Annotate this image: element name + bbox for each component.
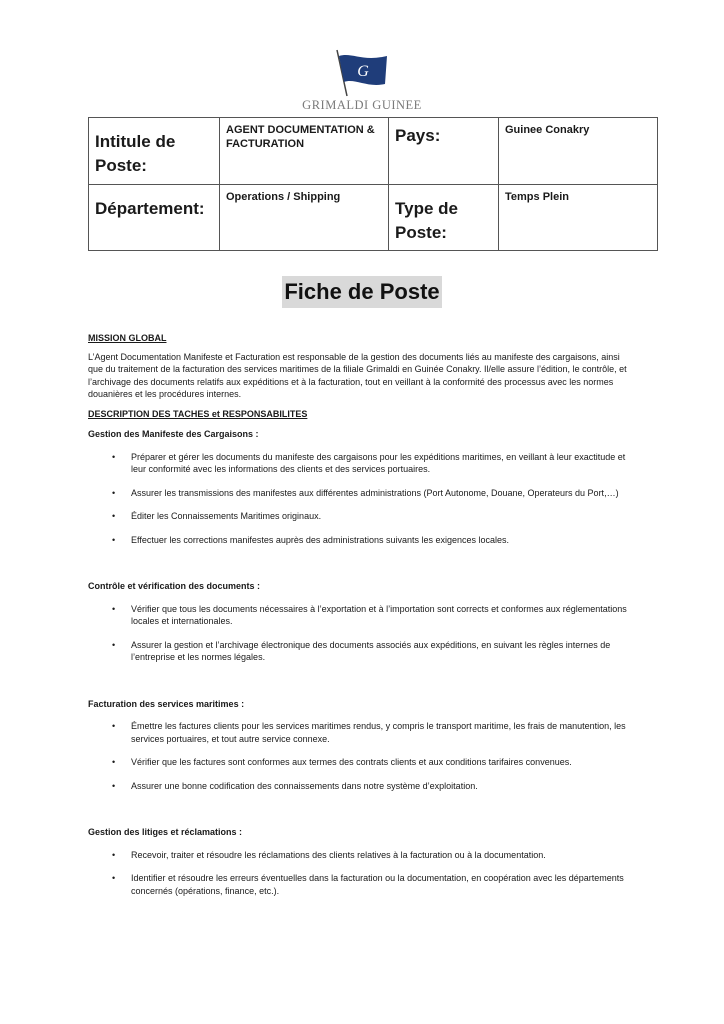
department-value: Operations / Shipping: [220, 185, 389, 251]
bullet-icon: •: [112, 451, 116, 462]
department-label: Département:: [89, 185, 220, 251]
list-item: • Effectuer les corrections manifestes auprès des administrations suivants les exigences locales.: [112, 534, 510, 545]
job-type-label: Type de Poste:: [389, 185, 499, 251]
mission-heading: MISSION GLOBAL: [88, 333, 167, 343]
country-label: Pays:: [389, 118, 499, 185]
document-body: [88, 332, 636, 897]
company-logo: [0, 48, 724, 113]
bullet-icon: •: [112, 603, 116, 614]
list-item: • Assurer la gestion et l’archivage électronique des documents associés aux expéditions, en suivant les règles internes de l’entreprise et les normes légales.: [112, 639, 611, 662]
task-list: [88, 603, 636, 664]
list-item: • Recevoir, traiter et résoudre les réclamations des clients relatives à la facturation ou à la documentation.: [112, 849, 546, 860]
flag-letter: G: [357, 63, 369, 80]
section-title: Gestion des litiges et réclamations :: [88, 827, 243, 837]
bullet-icon: •: [112, 849, 116, 860]
page-title: Fiche de Poste: [282, 276, 441, 308]
section-title: Gestion des Manifeste des Cargaisons :: [88, 429, 259, 439]
task-list: [88, 849, 636, 898]
list-item: • Vérifier que les factures sont conformes aux termes des contrats clients et aux conditions tarifaires convenues.: [112, 757, 572, 767]
list-item: • Vérifier que tous les documents nécessaires à l’exportation et à l’importation sont corrects et conformes aux réglementations locales et internationales.: [112, 603, 627, 626]
section-title: Facturation des services maritimes :: [88, 698, 245, 709]
country-value: Guinee Conakry: [499, 118, 658, 185]
bullet-icon: •: [112, 780, 116, 791]
bullet-icon: •: [112, 534, 116, 545]
bullet-icon: •: [112, 757, 116, 767]
section-title: Contrôle et vérification des documents :: [88, 581, 261, 591]
job-title-value: AGENT DOCUMENTATION & FACTURATION: [220, 118, 389, 185]
bullet-icon: •: [112, 639, 116, 650]
list-item: • Éditer les Connaissements Maritimes originaux.: [112, 511, 322, 521]
job-info-table: [88, 117, 658, 251]
mission-text: L’Agent Documentation Manifeste et Facturation est responsable de la gestion des documents liés au manifeste des cargaisons, ainsi que du traitement de la facturation des services maritimes de la filiale Grimaldi en Guinée Conakry. Il/elle assure l’édition, le contrôle, et l’archivage des documents relatifs aux expéditions et à la facturation, tout en veillant à la conformité des processus avec les normes douanières et les procédures internes.: [88, 351, 627, 399]
bullet-icon: •: [112, 511, 116, 521]
flag-icon: [327, 48, 397, 98]
list-item: • Émettre les factures clients pour les services maritimes rendus, y compris le transport maritime, les frais de manutention, les services portuaires, et tout autre service connexe.: [112, 721, 626, 744]
list-item: • Identifier et résoudre les erreurs éventuelles dans la facturation ou la documentation, en coopération avec les départements concernés (opérations, finance, etc.).: [112, 873, 624, 896]
task-list: [88, 720, 636, 792]
task-list: [88, 451, 636, 547]
logo-text: GRIMALDI GUINEE: [302, 98, 422, 112]
list-item: • Préparer et gérer les documents du manifeste des cargaisons pour les expéditions maritimes, en veillant à leur exactitude et leur conformité avec les informations des clients et des services portuaires.: [112, 451, 626, 474]
tasks-heading: DESCRIPTION DES TACHES et RESPONSABILITES: [88, 408, 308, 419]
list-item: • Assurer les transmissions des manifestes aux différentes administrations (Port Autonome, Douane, Operateurs du Port,…): [112, 487, 619, 498]
bullet-icon: •: [112, 487, 116, 498]
bullet-icon: •: [112, 873, 116, 883]
job-title-label: Intitule de Poste:: [89, 118, 220, 185]
bullet-icon: •: [112, 721, 116, 731]
list-item: • Assurer une bonne codification des connaissements dans notre système d’exploitation.: [112, 780, 478, 791]
job-type-value: Temps Plein: [499, 185, 658, 251]
